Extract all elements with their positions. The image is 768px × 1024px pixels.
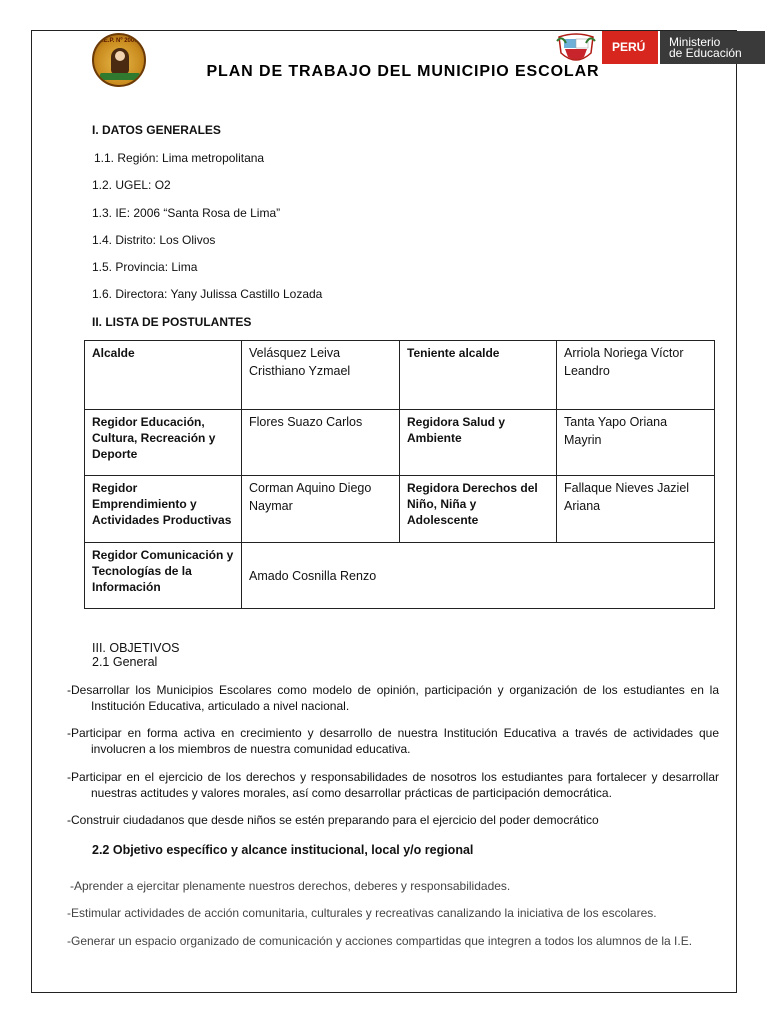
datos-item-provincia: 1.5. Provincia: Lima [92,260,198,274]
ministry-line-2: de Educación [669,46,742,60]
objetivo-general-item [67,725,719,757]
role-cell: Regidor Emprendimiento y Actividades Productivas [85,476,242,543]
objetivo-general-text: -Desarrollar los Municipios Escolares como modelo de opinión, participación y organización de los estudiantes en la Institución Educativa, articulado a nivel nacional. [67,683,719,713]
objetivo-especifico-text: -Aprender a ejercitar plenamente nuestros derechos, deberes y responsabilidades. [70,879,511,893]
postulantes-table [84,340,715,609]
objetivo-general-item [67,812,719,828]
objetivo-general-text: -Participar en el ejercicio de los derechos y responsabilidades de nosotros los estudiantes para fortalecer y desarrollar nuestras actitudes y valores morales, así como desarrollar prácticas de participación democrática. [67,770,719,800]
objetivos-heading: III. OBJETIVOS [92,641,180,655]
datos-item-region: 1.1. Región: Lima metropolitana [94,151,265,165]
peru-label: PERÚ [602,31,658,64]
objetivo-especifico-item [67,905,719,921]
objetivo-especifico-text: -Estimular actividades de acción comunitaria, culturales y recreativas canalizando la iniciativa de los escolares. [67,906,657,920]
datos-generales-heading: I. DATOS GENERALES [92,123,221,137]
seal-text: I.E.P. Nº 2006 [100,38,138,44]
seal-face [115,51,125,61]
objetivo-especifico-heading: 2.2 Objetivo específico y alcance institucional, local y/o regional [92,843,474,857]
name-cell: Velásquez Leiva Cristhiano Yzmael [242,341,400,410]
role-cell: Regidor Comunicación y Tecnologías de la Información [85,543,242,609]
postulantes-heading: II. LISTA DE POSTULANTES [92,315,252,329]
name-cell: Corman Aquino Diego Naymar [242,476,400,543]
document-title: PLAN DE TRABAJO DEL MUNICIPIO ESCOLAR [206,63,600,80]
objetivo-general-item [67,682,719,714]
objetivo-especifico-text: -Generar un espacio organizado de comunicación y acciones compartidas que integren a todos los alumnos de la I.E. [67,934,693,948]
role-cell: Teniente alcalde [400,341,557,410]
role-cell: Regidora Salud y Ambiente [400,410,557,476]
objetivo-especifico-item [67,933,719,949]
table-row [85,341,715,410]
ministry-name [660,31,765,64]
role-cell: Regidora Derechos del Niño, Niña y Adolescente [400,476,557,543]
name-cell: Flores Suazo Carlos [242,410,400,476]
ministry-logo [556,31,765,66]
datos-item-ie: 1.3. IE: 2006 “Santa Rosa de Lima” [92,206,281,220]
table-row [85,410,715,476]
role-cell: Alcalde [85,341,242,410]
objetivo-general-heading: 2.1 General [92,655,158,669]
objetivo-especifico-item [70,878,720,894]
datos-item-distrito: 1.4. Distrito: Los Olivos [92,233,216,247]
name-cell: Fallaque Nieves Jaziel Ariana [557,476,715,543]
name-cell: Amado Cosnilla Renzo [242,543,715,609]
role-cell: Regidor Educación, Cultura, Recreación y Deporte [85,410,242,476]
table-row [85,476,715,543]
peru-shield-icon [556,33,596,65]
name-cell: Tanta Yapo Oriana Mayrin [557,410,715,476]
datos-item-directora: 1.6. Directora: Yany Julissa Castillo Lozada [92,287,323,301]
ministry-line-1: Ministerio [669,35,721,49]
objetivo-general-text: -Construir ciudadanos que desde niños se estén preparando para el ejercicio del poder democrático [67,813,599,827]
name-cell: Arriola Noriega Víctor Leandro [557,341,715,410]
objetivo-general-text: -Participar en forma activa en crecimiento y desarrollo de nuestra Institución Educativa a través de actividades que involucren a los miembros de nuestra comunidad educativa. [67,726,719,756]
objetivo-general-item [67,769,719,801]
datos-item-ugel: 1.2. UGEL: O2 [92,178,171,192]
table-row [85,543,715,609]
